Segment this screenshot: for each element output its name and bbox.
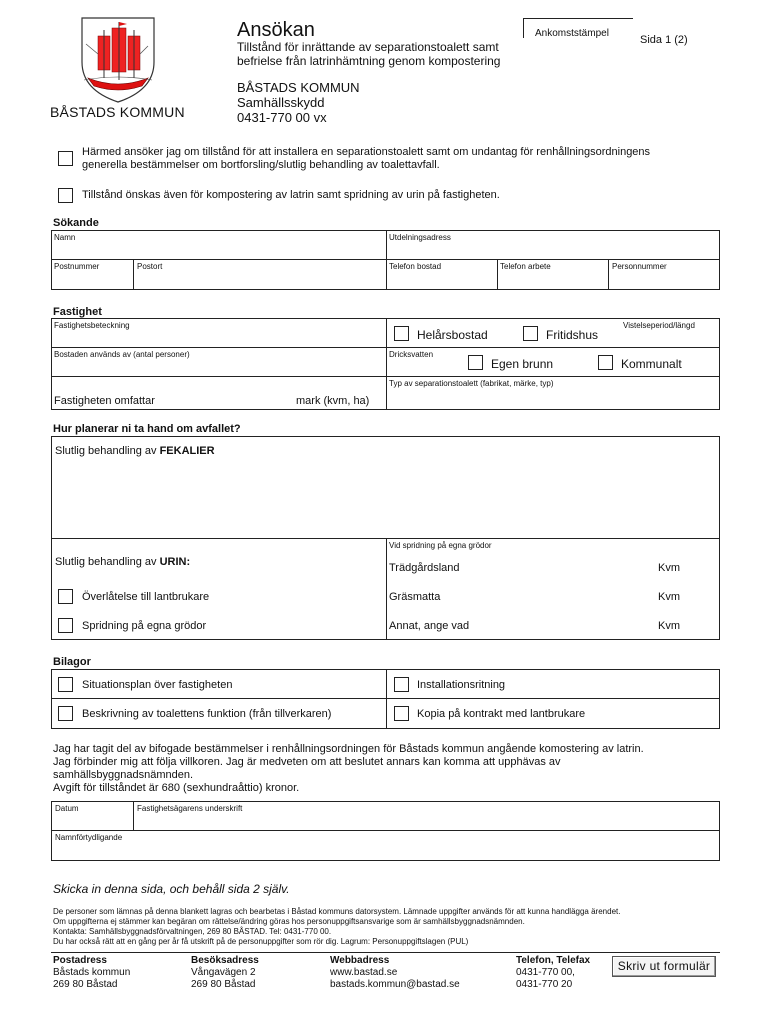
apply-text-line-2: generella bestämmelser om bortforsling/slutlig behandling av toalettavfall. — [82, 159, 440, 171]
phone-work-label: Telefon arbete — [500, 262, 551, 271]
postal-line-2: 269 80 Båstad — [53, 979, 118, 990]
personal-number-label: Personnummer — [612, 262, 667, 271]
own-well-label: Egen brunn — [491, 357, 554, 371]
site-plan-checkbox[interactable] — [58, 677, 73, 692]
compost-permit-checkbox[interactable] — [58, 188, 73, 203]
year-round-checkbox[interactable] — [394, 326, 409, 341]
web-heading: Webbadress — [330, 955, 390, 966]
spread-crops-checkbox[interactable] — [58, 618, 73, 633]
municipal-water-checkbox[interactable] — [598, 355, 613, 370]
transfer-farmer-checkbox[interactable] — [58, 589, 73, 604]
form-subtitle-line-2: befrielse från latrinhämtning genom kompostering — [237, 54, 501, 68]
print-form-button[interactable]: Skriv ut formulär — [612, 956, 716, 977]
own-well-checkbox[interactable] — [468, 355, 483, 370]
form-title: Ansökan — [237, 19, 315, 41]
attachments-heading: Bilagor — [53, 656, 91, 668]
property-covers-label: Fastigheten omfattar — [54, 395, 155, 407]
send-note: Skicka in denna sida, och behåll sida 2 själv. — [53, 882, 290, 896]
function-desc-checkbox[interactable] — [58, 706, 73, 721]
install-drawing-label: Installationsritning — [417, 679, 506, 691]
garden-label: Trädgårdsland — [389, 562, 460, 574]
property-heading: Fastighet — [53, 306, 102, 318]
toilet-type-label: Typ av separationstoalett (fabrikat, märke, typ) — [389, 379, 554, 388]
residents-count-label: Bostaden används av (antal personer) — [54, 350, 190, 359]
urine-prefix: Slutlig behandling av — [55, 556, 160, 568]
page-number: Sida 1 (2) — [640, 34, 688, 46]
municipal-water-label: Kommunalt — [621, 357, 682, 371]
org-department: Samhällsskydd — [237, 95, 325, 110]
municipality-logo — [48, 14, 188, 120]
feces-prefix: Slutlig behandling av — [55, 445, 160, 457]
stay-period-label: Vistelseperiod/längd — [623, 321, 695, 330]
waste-heading: Hur planerar ni ta hand om avfallet? — [53, 423, 241, 435]
feces-bold: FEKALIER — [159, 445, 215, 457]
applicant-heading: Sökande — [53, 217, 99, 229]
transfer-farmer-label: Överlåtelse till lantbrukare — [82, 591, 210, 603]
form-subtitle-line-1: Tillstånd för inrättande av separationstoalett samt — [237, 40, 499, 54]
install-drawing-checkbox[interactable] — [394, 677, 409, 692]
visit-heading: Besöksadress — [191, 955, 259, 966]
urine-bold: URIN: — [159, 556, 191, 568]
declaration-line-4: Avgift för tillståndet är 680 (sexhundraåttio) kronor. — [53, 782, 300, 794]
applicant-address-label: Utdelningsadress — [389, 233, 451, 242]
gdpr-line-4: Du har också rätt att en gång per år få utskrift på de personuppgifter som rör dig. Lagrum: Personuppgiftslagen (PUL) — [53, 937, 469, 946]
site-plan-label: Situationsplan över fastigheten — [82, 679, 233, 691]
declaration-line-3: samhällsbyggnadsnämnden. — [53, 769, 194, 781]
gdpr-line-2: Om uppgifterna ej stämmer kan begäran om rättelse/ändring göras hos personuppgiftsansvarige som är samhällsbyggnadsnämnden. — [53, 917, 525, 926]
holiday-home-checkbox[interactable] — [523, 326, 538, 341]
area-unit-label: mark (kvm, ha) — [296, 395, 370, 407]
apply-separation-toilet-checkbox[interactable] — [58, 151, 73, 166]
garden-area-input[interactable] — [480, 558, 650, 576]
applicant-city-field[interactable] — [133, 259, 387, 290]
contract-copy-checkbox[interactable] — [394, 706, 409, 721]
phone-heading: Telefon, Telefax — [516, 955, 591, 966]
function-desc-label: Beskrivning av toalettens funktion (från tillverkaren) — [82, 708, 332, 720]
footer-divider — [51, 952, 720, 953]
org-name: BÅSTADS KOMMUN — [237, 80, 360, 95]
holiday-home-label: Fritidshus — [546, 328, 599, 342]
garden-unit: Kvm — [658, 562, 680, 574]
phone-line-2: 0431-770 20 — [516, 979, 573, 990]
contract-copy-label: Kopia på kontrakt med lantbrukare — [417, 708, 586, 720]
own-crops-heading: Vid spridning på egna grödor — [389, 541, 492, 550]
web-email[interactable]: bastads.kommun@bastad.se — [330, 979, 460, 990]
spread-crops-label: Spridning på egna grödor — [82, 620, 207, 632]
apply-text-line-1: Härmed ansöker jag om tillstånd för att installera en separationstoalett samt om undantag för renhållningsordningens — [82, 146, 651, 158]
drinking-water-label: Dricksvatten — [389, 350, 434, 359]
year-round-label: Helårsbostad — [417, 328, 488, 342]
postal-heading: Postadress — [53, 955, 107, 966]
declaration-line-2: Jag förbinder mig att följa villkoren. Jag är medveten om att beslutet annars kan komma att upphävas av — [53, 756, 561, 768]
coat-of-arms-ship-icon — [48, 14, 188, 104]
declaration-line-1: Jag har tagit del av bifogade bestämmelser i renhållningsordningen för Båstads kommun angående komostering av latrin. — [53, 743, 644, 755]
other-label: Annat, ange vad — [389, 620, 470, 632]
visit-line-2: 269 80 Båstad — [191, 979, 256, 990]
gdpr-line-1: De personer som lämnas på denna blankett lagras och bearbetas i Båstad kommuns datorsystem. Lämnade uppgifter används för att kunna handlägga ärendet. — [53, 907, 621, 916]
city-label: Postort — [137, 262, 163, 271]
logo-name: BÅSTADS KOMMUN — [50, 104, 185, 120]
name-clarification-field[interactable] — [51, 830, 720, 861]
lawn-label: Gräsmatta — [389, 591, 441, 603]
name-clarification-label: Namnförtydligande — [55, 833, 123, 842]
phone-line-1: 0431-770 00, — [516, 967, 575, 978]
lawn-unit: Kvm — [658, 591, 680, 603]
property-designation-label: Fastighetsbeteckning — [54, 321, 130, 330]
urine-treatment-label — [55, 556, 190, 569]
feces-treatment-label — [55, 445, 215, 458]
applicant-name-label: Namn — [54, 233, 76, 242]
web-url[interactable]: www.bastad.se — [330, 967, 398, 978]
compost-permit-label: Tillstånd önskas även för kompostering av latrin samt spridning av urin på fastigheten. — [82, 189, 500, 201]
visit-line-1: Vångavägen 2 — [191, 967, 256, 978]
org-phone: 0431-770 00 vx — [237, 110, 327, 125]
gdpr-line-3: Kontakta: Samhällsbyggnadsförvaltningen, 269 80 BÅSTAD. Tel: 0431-770 00. — [53, 927, 332, 936]
owner-signature-label: Fastighetsägarens underskrift — [137, 804, 243, 813]
postal-line-1: Båstads kommun — [53, 967, 131, 978]
applicant-name-field[interactable] — [51, 230, 387, 260]
lawn-area-input[interactable] — [480, 587, 650, 605]
other-area-input[interactable] — [480, 616, 650, 634]
postcode-label: Postnummer — [54, 262, 100, 271]
arrival-stamp-label: Ankomststämpel — [535, 28, 609, 39]
phone-home-label: Telefon bostad — [389, 262, 442, 271]
other-unit: Kvm — [658, 620, 680, 632]
date-label: Datum — [55, 804, 79, 813]
